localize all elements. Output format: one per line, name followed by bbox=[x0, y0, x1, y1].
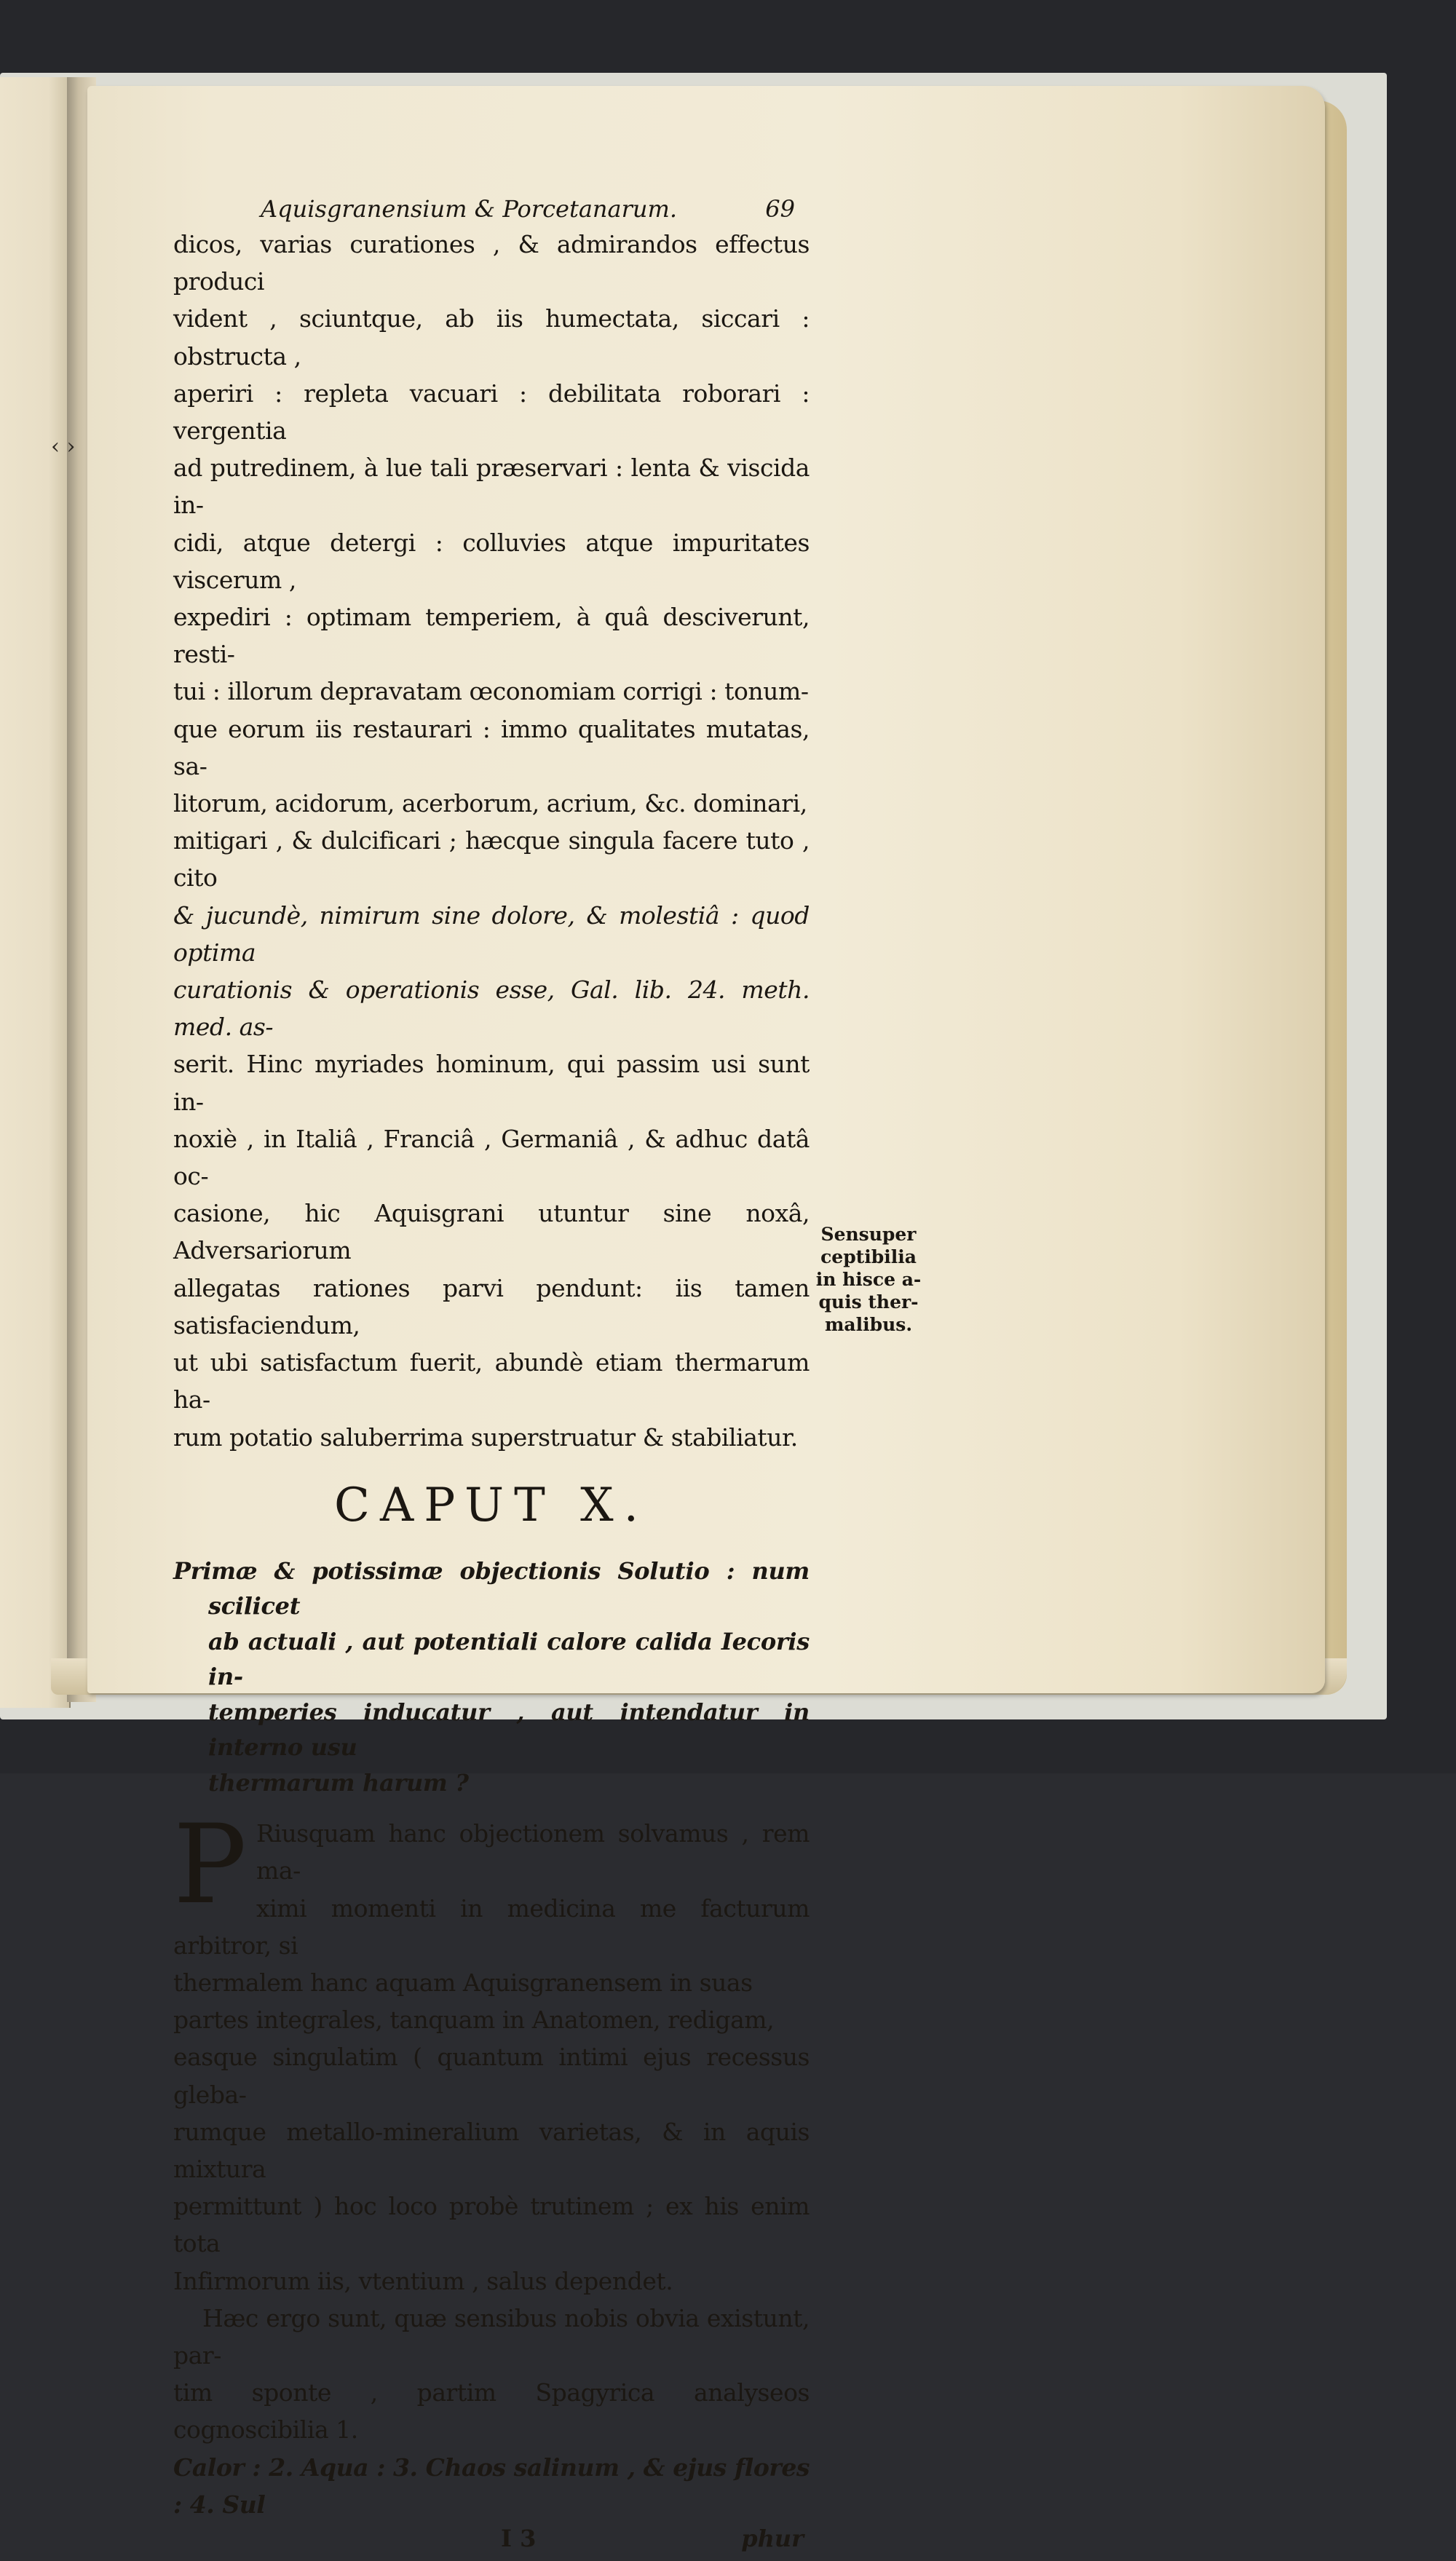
marginal-note-line: malibus. bbox=[824, 1314, 913, 1335]
text-line: aperiri : repleta vacuari : debilitata roborari : vergentia bbox=[173, 379, 810, 446]
text-line: allegatas rationes parvi pendunt: iis tamen satisfaciendum, bbox=[173, 1273, 810, 1339]
text-line: easque singulatim ( quantum intimi ejus recessus gleba- bbox=[173, 2043, 810, 2109]
signature-line bbox=[173, 2525, 810, 2561]
margin-mark: ‹ › bbox=[51, 434, 76, 459]
chapter-title: CAPUT X. bbox=[334, 1478, 649, 1532]
page-number: 69 bbox=[765, 195, 795, 223]
marginal-note-line: quis ther- bbox=[818, 1291, 919, 1313]
text-line: rumque metallo-mineralium varietas, & in aquis mixtura bbox=[173, 2117, 810, 2184]
catchword: phur bbox=[741, 2525, 804, 2553]
text-line: Riusquam hanc objectionem solvamus , rem ma- bbox=[256, 1819, 810, 1885]
text-line: noxiè , in Italiâ , Franciâ , Germaniâ , & adhuc datâ oc- bbox=[173, 1124, 810, 1191]
text-line: tui : illorum depravatam œconomiam corrigi : tonum- bbox=[173, 677, 809, 706]
paragraph-1 bbox=[173, 226, 810, 1456]
marginal-note-line: Sensuper bbox=[820, 1224, 917, 1245]
text-line: casione, hic Aquisgrani utuntur sine noxâ, Adversariorum bbox=[173, 1199, 810, 1265]
text-line: ximi momenti in medicina me facturum arbitror, si bbox=[173, 1893, 810, 1960]
text-line: litorum, acidorum, acerborum, acrium, &c. dominari, bbox=[173, 789, 807, 818]
text-line: ad putredinem, à lue tali præservari : lenta & viscida in- bbox=[173, 454, 810, 520]
paragraph-2 bbox=[173, 1802, 810, 2300]
text-line: que eorum iis restaurari : immo qualitates mutatas, sa- bbox=[173, 714, 810, 780]
text-column bbox=[173, 191, 810, 2561]
marginal-note-line: in hisce a- bbox=[815, 1269, 922, 1290]
text-line: Infirmorum iis, vtentium , salus dependet. bbox=[173, 2266, 673, 2295]
text-line: vident , sciuntque, ab iis humectata, siccari : obstructa , bbox=[173, 304, 810, 371]
signature-mark: I 3 bbox=[501, 2525, 537, 2553]
chapter-heading bbox=[173, 1553, 810, 1801]
text-line: rum potatio saluberrima superstruatur & stabiliatur. bbox=[173, 1422, 798, 1452]
drop-cap: P bbox=[173, 1802, 247, 1929]
running-head-title: Aquisgranensium & Porcetanarum. bbox=[261, 195, 678, 223]
text-line: & jucundè, nimirum sine dolore, & molestiâ : quod optima bbox=[173, 900, 810, 967]
paragraph-3 bbox=[173, 2300, 810, 2523]
marginal-note-line: ceptibilia bbox=[820, 1246, 917, 1267]
text-line: tim sponte , partim Spagyrica analyseos cognoscibilia 1. bbox=[173, 2378, 810, 2445]
text-line: curationis & operationis esse, Gal. lib. 24. meth. med. as- bbox=[173, 975, 810, 1042]
heading-line: temperies inducatur , aut intendatur in interno usu bbox=[208, 1698, 810, 1762]
text-line: serit. Hinc myriades hominum, qui passim usi sunt in- bbox=[173, 1050, 810, 1116]
text-line: Calor : 2. Aqua : 3. Chaos salinum , & ejus flores : 4. Sul bbox=[173, 2453, 810, 2519]
text-line: permittunt ) hoc loco probè trutinem ; ex his enim tota bbox=[173, 2192, 810, 2258]
facing-page-edge bbox=[0, 77, 71, 1708]
text-line: Hæc ergo sunt, quæ sensibus nobis obvia existunt, par- bbox=[173, 2303, 810, 2370]
heading-line: thermarum harum ? bbox=[208, 1768, 469, 1797]
text-line: partes integrales, tanquam in Anatomen, redigam, bbox=[173, 2006, 775, 2035]
text-line: ut ubi satisfactum fuerit, abundè etiam thermarum ha- bbox=[173, 1348, 810, 1414]
heading-line: Primæ & potissimæ objectionis Solutio : num scilicet bbox=[173, 1556, 810, 1620]
marginal-note bbox=[814, 1223, 923, 1336]
text-line: cidi, atque detergi : colluvies atque impuritates viscerum , bbox=[173, 528, 810, 594]
heading-line: ab actuali , aut potentiali calore calida Iecoris in- bbox=[208, 1627, 810, 1691]
text-line: mitigari , & dulcificari ; hæcque singula facere tuto , cito bbox=[173, 826, 810, 892]
text-line: expediri : optimam temperiem, à quâ desciverunt, resti- bbox=[173, 603, 810, 669]
text-line: thermalem hanc aquam Aquisgranensem in suas bbox=[173, 1968, 753, 1998]
running-head bbox=[173, 191, 810, 226]
text-line: dicos, varias curationes , & admirandos effectus produci bbox=[173, 230, 810, 296]
